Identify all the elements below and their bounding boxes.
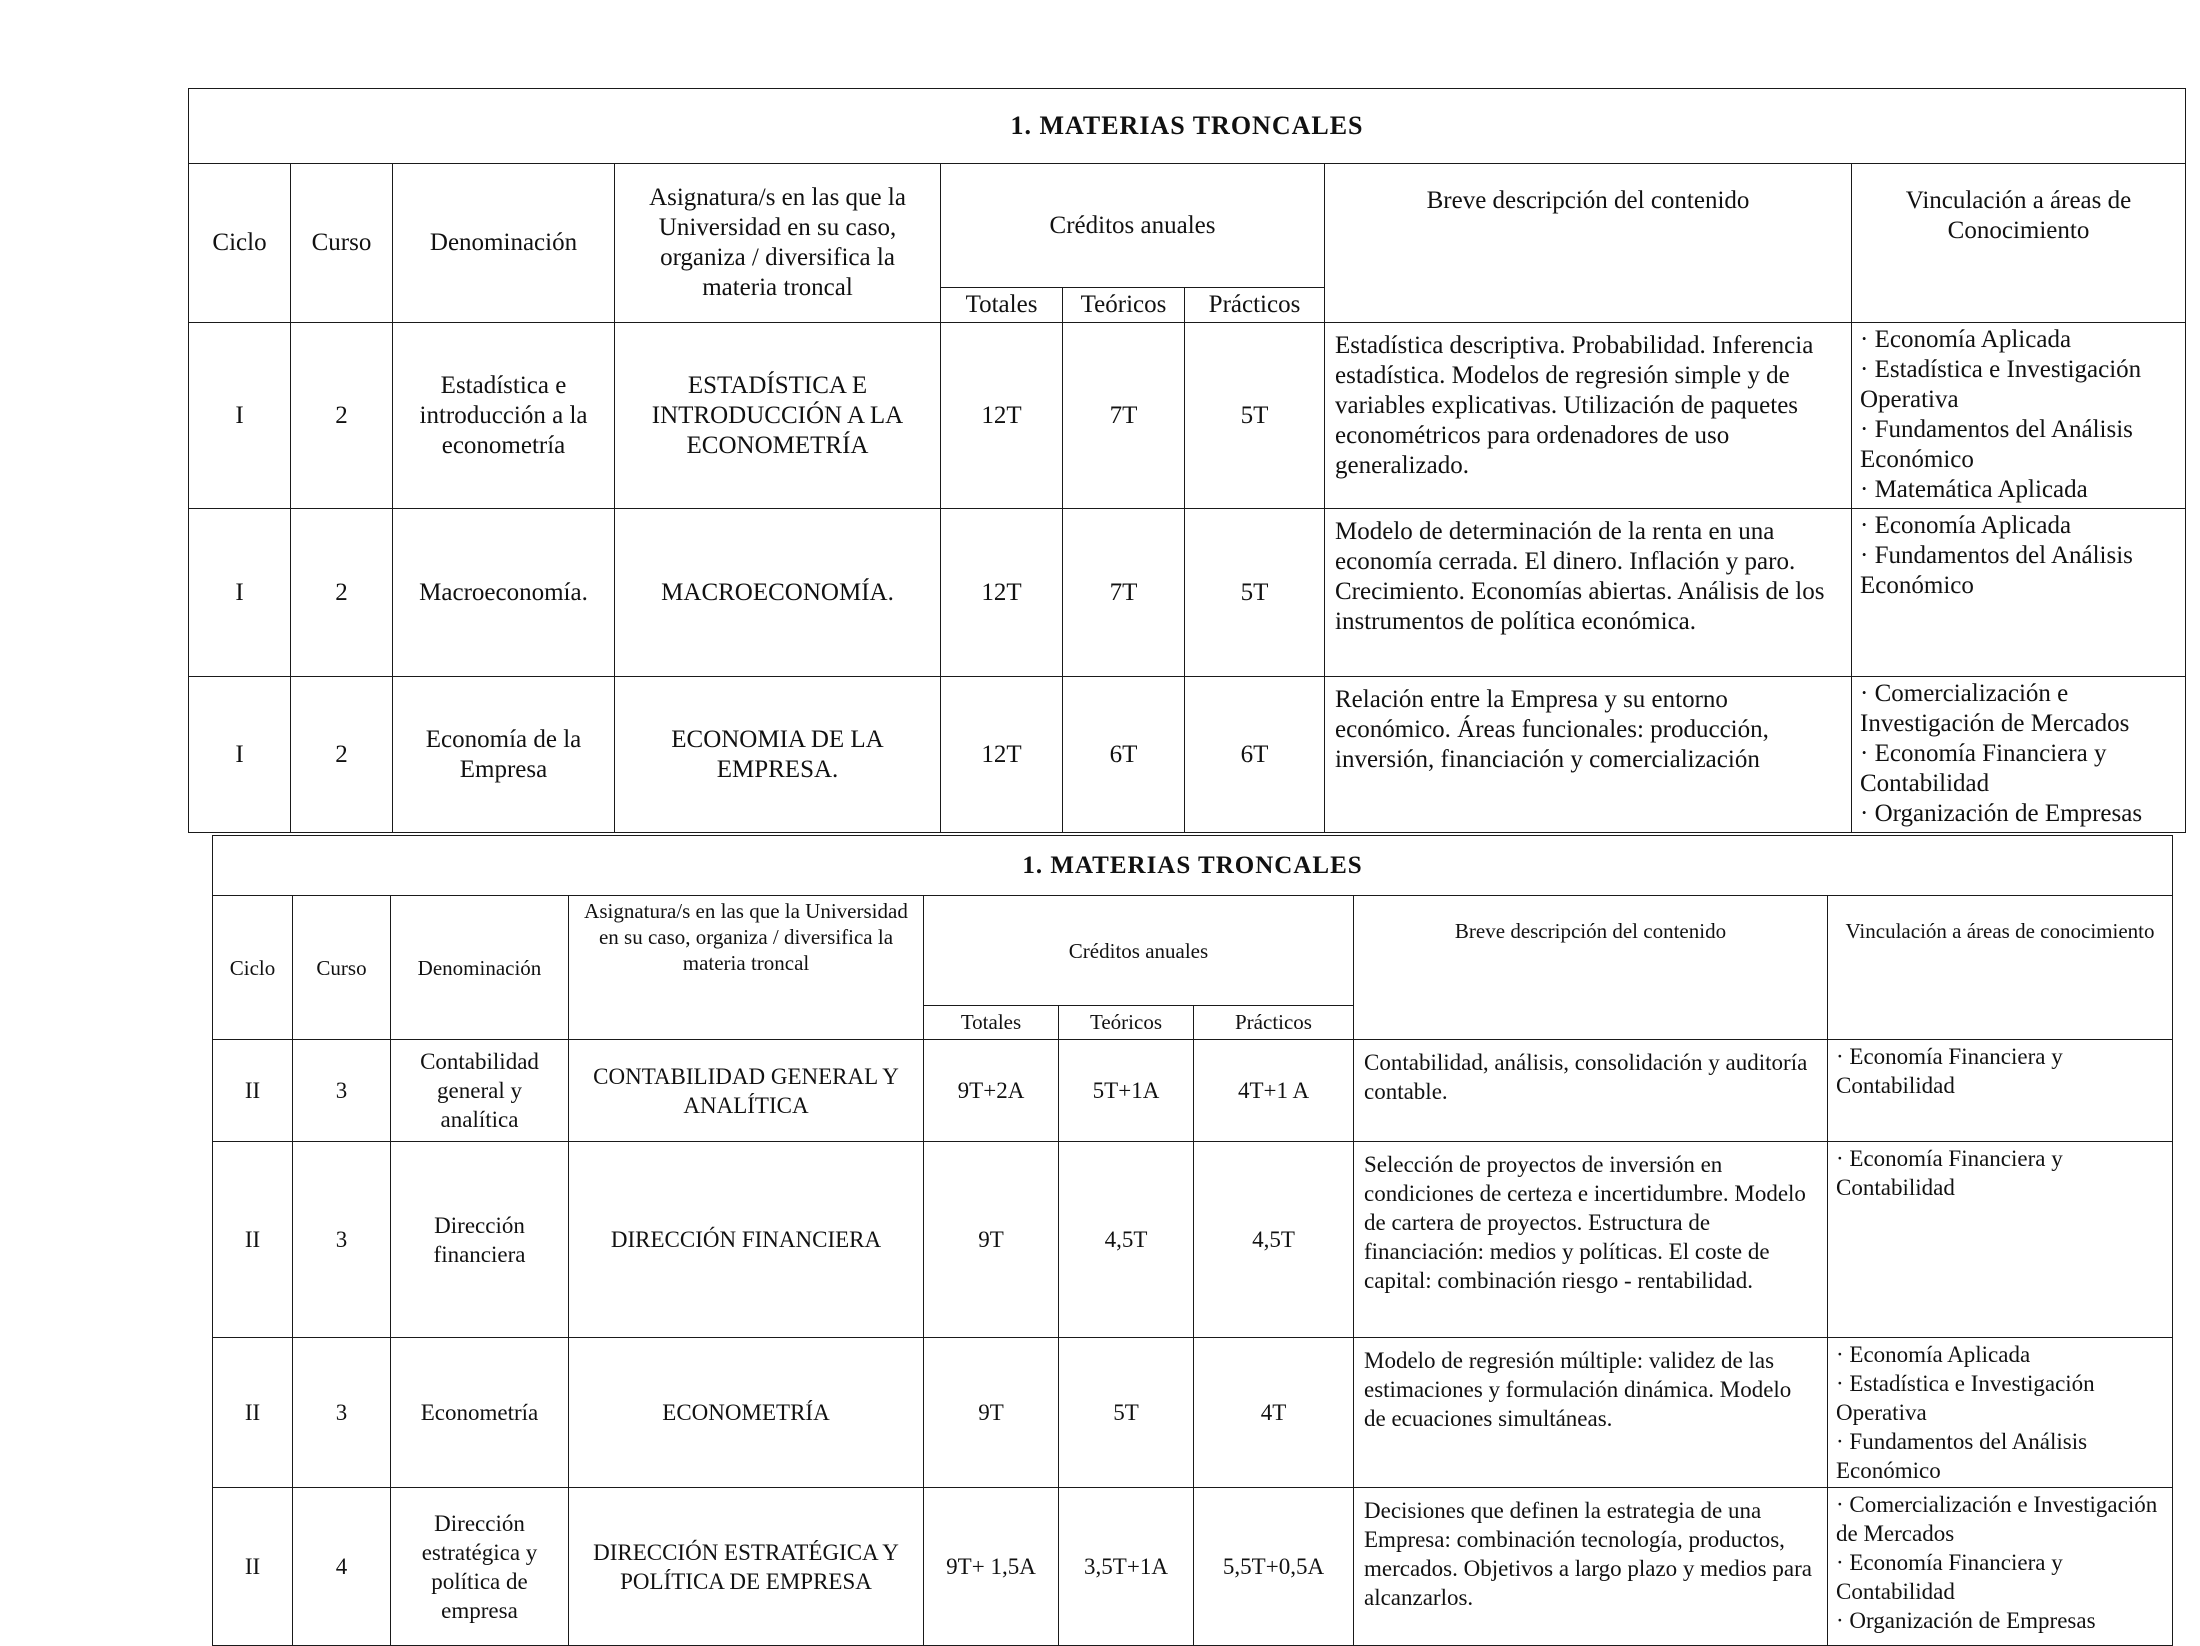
cell-ciclo: I <box>189 509 291 677</box>
table-row <box>189 677 2186 833</box>
area-item: · Organización de Empresas <box>1860 799 2177 829</box>
cell-descripcion: Modelo de determinación de la renta en una economía cerrada. El dinero. Inflación y paro. Crecimiento. Economías abiertas. Análisis de los instrumentos de política económica. <box>1325 509 1852 677</box>
area-item: · Economía Financiera y Contabilidad <box>1860 739 2177 799</box>
header-denominacion: Denominación <box>393 164 615 323</box>
cell-areas <box>1852 323 2186 509</box>
cell-descripcion: Relación entre la Empresa y su entorno económico. Áreas funcionales: producción, inversión, financiación y comercialización <box>1325 677 1852 833</box>
area-item: · Organización de Empresas <box>1836 1606 2164 1635</box>
header-totales: Totales <box>924 1006 1059 1040</box>
table-row <box>213 1142 2173 1338</box>
area-item: · Fundamentos del Análisis Económico <box>1836 1427 2164 1485</box>
header-creditos: Créditos anuales <box>924 896 1354 1006</box>
header-ciclo: Ciclo <box>213 896 293 1040</box>
cell-ciclo: I <box>189 677 291 833</box>
cell-ciclo: II <box>213 1040 293 1142</box>
cell-asignatura: ECONOMIA DE LA EMPRESA. <box>615 677 941 833</box>
cell-curso: 3 <box>293 1040 391 1142</box>
cell-practicos: 4T+1 A <box>1194 1040 1354 1142</box>
cell-totales: 12T <box>941 509 1063 677</box>
area-item: · Economía Financiera y Contabilidad <box>1836 1042 2164 1100</box>
header-practicos: Prácticos <box>1185 288 1325 323</box>
header-descripcion: Breve descripción del contenido <box>1325 164 1852 323</box>
area-item: · Economía Financiera y Contabilidad <box>1836 1548 2164 1606</box>
area-item: · Fundamentos del Análisis Económico <box>1860 415 2177 475</box>
header-teoricos: Teóricos <box>1059 1006 1194 1040</box>
table-title: 1. MATERIAS TRONCALES <box>213 836 2173 896</box>
cell-practicos: 5T <box>1185 509 1325 677</box>
header-vinculacion: Vinculación a áreas de conocimiento <box>1828 896 2173 1040</box>
cell-denominacion: Dirección estratégica y política de empresa <box>391 1488 569 1646</box>
cell-practicos: 4T <box>1194 1338 1354 1488</box>
header-totales: Totales <box>941 288 1063 323</box>
cell-totales: 9T <box>924 1142 1059 1338</box>
materias-troncales-table-1 <box>188 88 2186 833</box>
cell-denominacion: Economía de la Empresa <box>393 677 615 833</box>
cell-denominacion: Contabilidad general y analítica <box>391 1040 569 1142</box>
area-item: · Comercialización e Investigación de Mercados <box>1860 679 2177 739</box>
area-item: · Economía Aplicada <box>1836 1340 2164 1369</box>
cell-practicos: 5,5T+0,5A <box>1194 1488 1354 1646</box>
header-creditos: Créditos anuales <box>941 164 1325 288</box>
cell-asignatura: DIRECCIÓN ESTRATÉGICA Y POLÍTICA DE EMPRESA <box>569 1488 924 1646</box>
area-item: · Fundamentos del Análisis Económico <box>1860 541 2177 601</box>
cell-asignatura: DIRECCIÓN FINANCIERA <box>569 1142 924 1338</box>
cell-denominacion: Macroeconomía. <box>393 509 615 677</box>
cell-totales: 9T <box>924 1338 1059 1488</box>
cell-totales: 9T+2A <box>924 1040 1059 1142</box>
cell-ciclo: II <box>213 1338 293 1488</box>
cell-ciclo: I <box>189 323 291 509</box>
header-vinculacion: Vinculación a áreas de Conocimiento <box>1852 164 2186 323</box>
cell-descripcion: Modelo de regresión múltiple: validez de las estimaciones y formulación dinámica. Modelo de ecuaciones simultáneas. <box>1354 1338 1828 1488</box>
cell-curso: 2 <box>291 509 393 677</box>
cell-denominacion: Estadística e introducción a la econometría <box>393 323 615 509</box>
cell-areas <box>1852 677 2186 833</box>
area-item: · Estadística e Investigación Operativa <box>1860 355 2177 415</box>
area-item: · Economía Aplicada <box>1860 511 2177 541</box>
cell-totales: 9T+ 1,5A <box>924 1488 1059 1646</box>
cell-curso: 2 <box>291 323 393 509</box>
cell-totales: 12T <box>941 323 1063 509</box>
table-row <box>213 1040 2173 1142</box>
cell-areas <box>1828 1040 2173 1142</box>
header-practicos: Prácticos <box>1194 1006 1354 1040</box>
area-item: · Economía Aplicada <box>1860 325 2177 355</box>
header-asignatura: Asignatura/s en las que la Universidad en su caso, organiza / diversifica la materia troncal <box>569 896 924 1040</box>
cell-descripcion: Estadística descriptiva. Probabilidad. Inferencia estadística. Modelos de regresión simple y de variables explicativas. Utilización de paquetes econométricos para ordenadores de uso generalizado. <box>1325 323 1852 509</box>
area-item: · Estadística e Investigación Operativa <box>1836 1369 2164 1427</box>
area-item: · Comercialización e Investigación de Mercados <box>1836 1490 2164 1548</box>
cell-teoricos: 4,5T <box>1059 1142 1194 1338</box>
cell-descripcion: Contabilidad, análisis, consolidación y auditoría contable. <box>1354 1040 1828 1142</box>
area-item: · Matemática Aplicada <box>1860 475 2177 505</box>
cell-asignatura: ECONOMETRÍA <box>569 1338 924 1488</box>
table-title: 1. MATERIAS TRONCALES <box>189 89 2186 164</box>
header-asignatura: Asignatura/s en las que la Universidad en su caso, organiza / diversifica la materia troncal <box>615 164 941 323</box>
cell-areas <box>1852 509 2186 677</box>
cell-curso: 2 <box>291 677 393 833</box>
area-item: · Economía Financiera y Contabilidad <box>1836 1144 2164 1202</box>
header-curso: Curso <box>293 896 391 1040</box>
cell-teoricos: 5T <box>1059 1338 1194 1488</box>
cell-areas <box>1828 1338 2173 1488</box>
cell-practicos: 5T <box>1185 323 1325 509</box>
cell-teoricos: 6T <box>1063 677 1185 833</box>
cell-descripcion: Selección de proyectos de inversión en condiciones de certeza e incertidumbre. Modelo de cartera de proyectos. Estructura de financiación: medios y políticas. El coste de capital: combinación riesgo - rentabilidad. <box>1354 1142 1828 1338</box>
header-curso: Curso <box>291 164 393 323</box>
cell-teoricos: 3,5T+1A <box>1059 1488 1194 1646</box>
table-row <box>189 323 2186 509</box>
cell-ciclo: II <box>213 1488 293 1646</box>
table-row <box>189 509 2186 677</box>
cell-practicos: 6T <box>1185 677 1325 833</box>
cell-denominacion: Econometría <box>391 1338 569 1488</box>
cell-curso: 3 <box>293 1338 391 1488</box>
cell-asignatura: ESTADÍSTICA E INTRODUCCIÓN A LA ECONOMETRÍA <box>615 323 941 509</box>
table-row <box>213 1338 2173 1488</box>
header-denominacion: Denominación <box>391 896 569 1040</box>
cell-asignatura: MACROECONOMÍA. <box>615 509 941 677</box>
cell-ciclo: II <box>213 1142 293 1338</box>
cell-curso: 3 <box>293 1142 391 1338</box>
table-row <box>213 1488 2173 1646</box>
cell-totales: 12T <box>941 677 1063 833</box>
cell-practicos: 4,5T <box>1194 1142 1354 1338</box>
cell-asignatura: CONTABILIDAD GENERAL Y ANALÍTICA <box>569 1040 924 1142</box>
cell-teoricos: 7T <box>1063 323 1185 509</box>
cell-areas <box>1828 1142 2173 1338</box>
materias-troncales-table-2 <box>212 835 2173 1646</box>
cell-teoricos: 5T+1A <box>1059 1040 1194 1142</box>
cell-teoricos: 7T <box>1063 509 1185 677</box>
header-ciclo: Ciclo <box>189 164 291 323</box>
cell-curso: 4 <box>293 1488 391 1646</box>
cell-areas <box>1828 1488 2173 1646</box>
cell-descripcion: Decisiones que definen la estrategia de una Empresa: combinación tecnología, productos, mercados. Objetivos a largo plazo y medios para alcanzarlos. <box>1354 1488 1828 1646</box>
cell-denominacion: Dirección financiera <box>391 1142 569 1338</box>
header-descripcion: Breve descripción del contenido <box>1354 896 1828 1040</box>
header-teoricos: Teóricos <box>1063 288 1185 323</box>
